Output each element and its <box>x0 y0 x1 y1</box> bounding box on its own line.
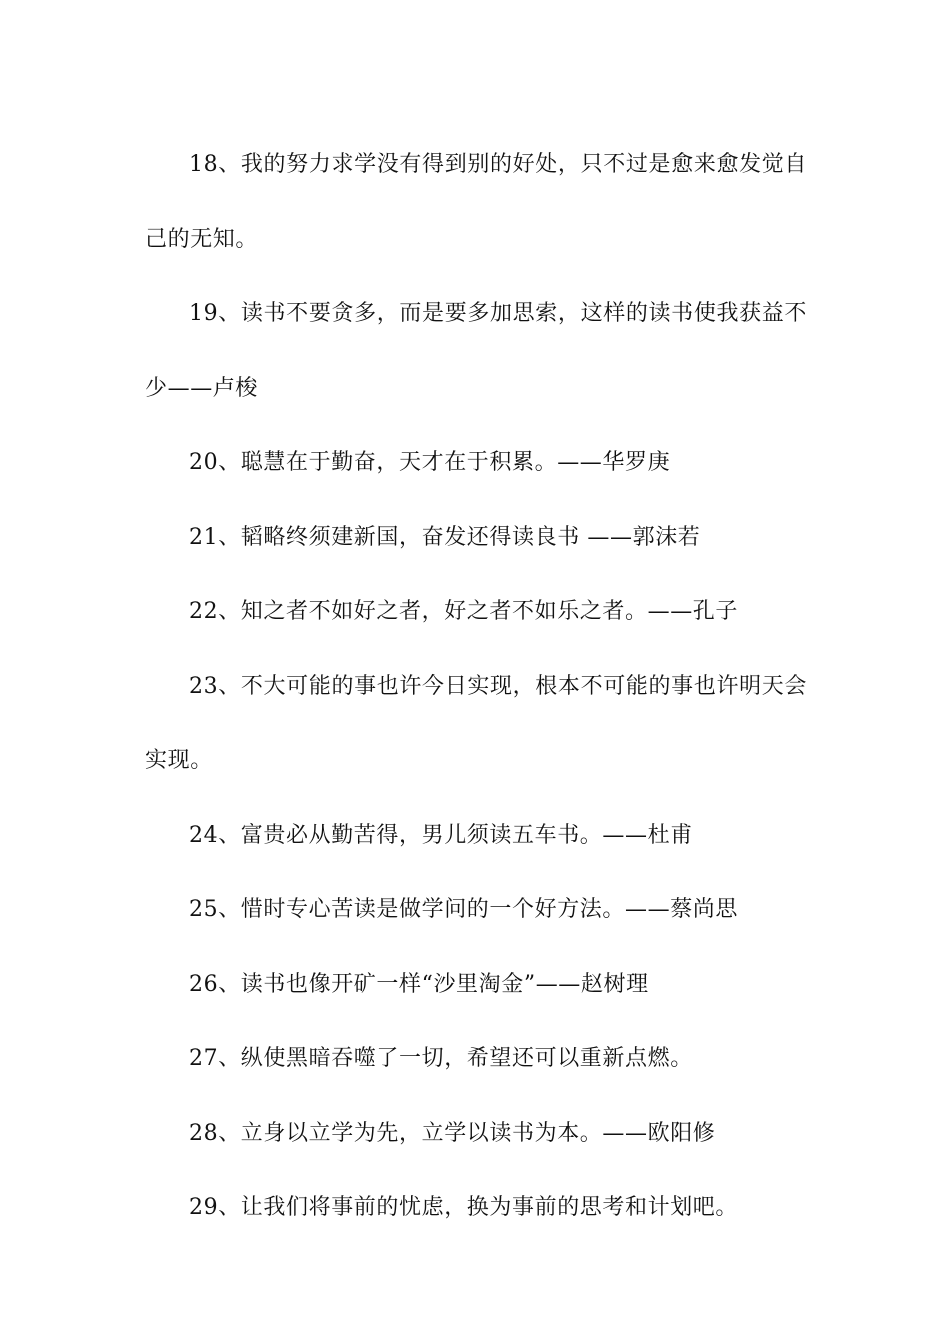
quote-paragraph-27: 27、纵使黑暗吞噬了一切，希望还可以重新点燃。 <box>189 1046 693 1071</box>
document-body <box>145 128 807 1246</box>
quote-paragraph-29: 29、让我们将事前的忧虑，换为事前的思考和计划吧。 <box>189 1195 738 1220</box>
quote-paragraph-19: 19、读书不要贪多，而是要多加思索，这样的读书使我获益不少——卢梭 <box>145 301 807 401</box>
quote-paragraph-21: 21、韬略终须建新国，奋发还得读良书 ——郭沫若 <box>189 524 701 550</box>
quote-paragraph-18: 18、我的努力求学没有得到别的好处，只不过是愈来愈发觉自己的无知。 <box>145 152 807 252</box>
quote-paragraph-28: 28、立身以立学为先，立学以读书为本。——欧阳修 <box>189 1120 716 1146</box>
quote-paragraph-24: 24、富贵必从勤苦得，男儿须读五车书。——杜甫 <box>189 822 693 848</box>
quote-paragraph-20: 20、聪慧在于勤奋，天才在于积累。——华罗庚 <box>189 450 671 475</box>
quote-paragraph-25: 25、惜时专心苦读是做学问的一个好方法。——蔡尚思 <box>189 897 738 922</box>
quote-paragraph-26: 26、读书也像开矿一样“沙里淘金”——赵树理 <box>189 971 649 997</box>
quote-paragraph-22: 22、知之者不如好之者，好之者不如乐之者。——孔子 <box>189 599 738 624</box>
quote-paragraph-23: 23、不大可能的事也许今日实现，根本不可能的事也许明天会实现。 <box>145 673 807 773</box>
